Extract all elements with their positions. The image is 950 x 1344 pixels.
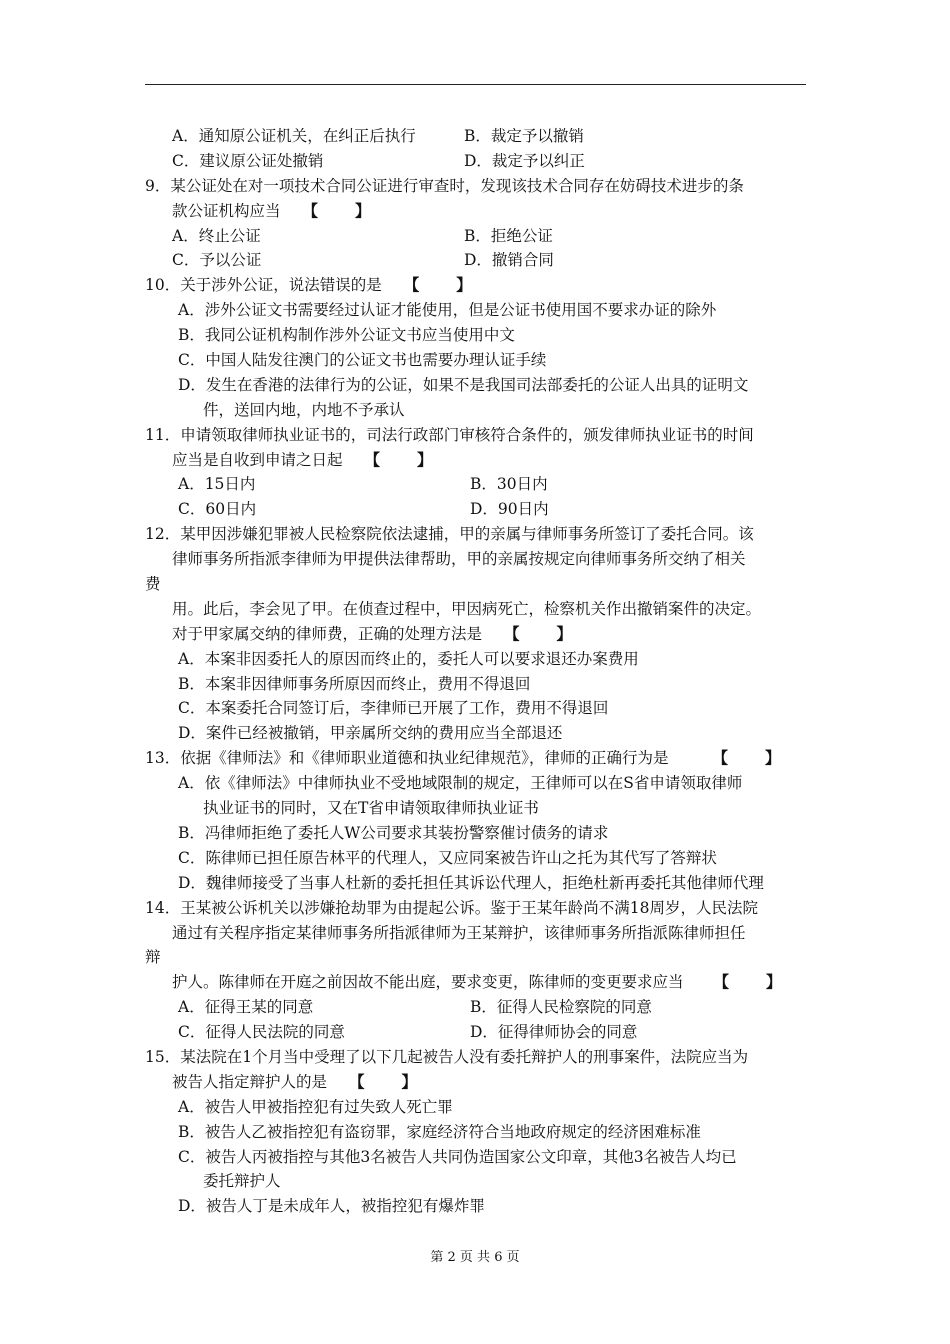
- q13-option-d: D．魏律师接受了当事人杜新的委托担任其诉讼代理人，拒绝杜新再委托其他律师代理: [178, 873, 764, 892]
- q14-option-d: D．征得律师协会的同意: [470, 1023, 638, 1042]
- q11-option-a: A．15日内: [178, 475, 256, 494]
- q9-option-d: D．撤销合同: [464, 251, 554, 270]
- q13-answer-bracket: 【 】: [712, 748, 783, 768]
- q14-stem-line2: 通过有关程序指定某律师事务所指派律师为王某辩护，该律师事务所指派陈律师担任: [172, 923, 746, 942]
- q14-stem-line4: [145, 970, 810, 995]
- q9-answer-bracket: 【 】: [302, 200, 373, 220]
- q10-answer-bracket: 【 】: [403, 275, 474, 295]
- q10-number: 10．: [145, 276, 181, 295]
- q13-option-b: B．冯律师拒绝了委托人W公司要求其装扮警察催讨债务的请求: [178, 823, 609, 842]
- q11-options-row1: [145, 472, 810, 497]
- q15-stem-text1: 某法院在1个月当中受理了以下几起被告人没有委托辩护人的刑事案件，法院应当为: [180, 1047, 749, 1066]
- q15-answer-bracket: 【 】: [349, 1071, 420, 1091]
- q9-stem-line2: [145, 199, 810, 224]
- q9-stem-text2: 款公证机构应当: [172, 201, 281, 220]
- q11-answer-bracket: 【 】: [364, 449, 435, 469]
- q9-options-row1: [145, 224, 810, 249]
- q8-option-a: A．通知原公证机关，在纠正后执行: [172, 127, 416, 145]
- q11-stem-line2: [145, 448, 810, 473]
- q10-option-a: A．涉外公证文书需要经过认证才能使用，但是公证书使用国不要求办证的除外: [178, 301, 717, 320]
- q10-option-c: C．中国人陆发往澳门的公证文书也需要办理认证手续: [178, 351, 547, 370]
- q8-option-c: C．建议原公证处撤销: [172, 151, 324, 170]
- q9-option-b: B．拒绝公证: [464, 226, 553, 245]
- q11-option-c: C．60日内: [178, 500, 257, 519]
- q15-option-a: A．被告人甲被指控犯有过失致人死亡罪: [178, 1097, 453, 1116]
- q12-stem-line5: [145, 622, 810, 647]
- q13-option-a-line2: 执业证书的同时，又在T省申请领取律师执业证书: [203, 799, 539, 818]
- q14-answer-bracket: 【 】: [713, 972, 784, 992]
- q8-option-b: B．裁定予以撤销: [464, 127, 584, 145]
- q10-option-b: B．我同公证机构制作涉外公证文书应当使用中文: [178, 326, 515, 345]
- q9-stem-line1: [145, 174, 810, 199]
- q12-stem-line1: [145, 522, 810, 547]
- q14-option-b: B．征得人民检察院的同意: [470, 998, 652, 1017]
- q15-option-c-line1: C．被告人丙被指控与其他3名被告人共同伪造国家公文印章，其他3名被告人均已: [178, 1147, 737, 1166]
- q15-option-b: B．被告人乙被指控犯有盗窃罪，家庭经济符合当地政府规定的经济困难标准: [178, 1122, 701, 1141]
- q14-options-row1: [145, 995, 810, 1020]
- q9-options-row2: [145, 248, 810, 273]
- q10-stem-line1: [145, 273, 810, 298]
- q14-stem-text4: 护人。陈律师在开庭之前因故不能出庭，要求变更，陈律师的变更要求应当: [172, 973, 684, 992]
- q12-stem-line2: 律师事务所指派李律师为甲提供法律帮助，甲的亲属按规定向律师事务所交纳了相关: [172, 550, 746, 569]
- q13-option-c: C．陈律师已担任原告林平的代理人，又应同案被告许山之托为其代写了答辩状: [178, 848, 717, 867]
- q13-stem-line1: [145, 746, 810, 771]
- q11-stem-text1: 申请领取律师执业证书的，司法行政部门审核符合条件的，颁发律师执业证书的时间: [180, 425, 754, 444]
- q14-option-c: C．征得人民法院的同意: [178, 1023, 345, 1042]
- q12-answer-bracket: 【 】: [504, 623, 575, 643]
- q8-option-d: D．裁定予以纠正: [464, 151, 585, 170]
- q11-stem-text2: 应当是自收到申请之日起: [172, 450, 343, 469]
- q9-option-a: A．终止公证: [172, 226, 261, 245]
- q11-option-b: B．30日内: [470, 475, 548, 494]
- q14-stem-line1: [145, 896, 810, 921]
- q15-option-c-line2: 委托辩护人: [203, 1172, 281, 1191]
- q11-stem-line1: [145, 423, 810, 448]
- q11-number: 11．: [145, 425, 181, 444]
- q12-stem-text5: 对于甲家属交纳的律师费，正确的处理方法是: [172, 624, 483, 643]
- q13-option-a-line1: A．依《律师法》中律师执业不受地域限制的规定，王律师可以在S省申请领取律师: [178, 774, 743, 793]
- q10-stem-text1: 关于涉外公证，说法错误的是: [180, 276, 382, 295]
- q15-stem-line2: [145, 1070, 810, 1095]
- q15-stem-line1: [145, 1045, 810, 1070]
- q14-stem-text1: 王某被公诉机关以涉嫌抢劫罪为由提起公诉。鉴于王某年龄尚不满18周岁，人民法院: [180, 898, 758, 917]
- q12-option-a: A．本案非因委托人的原因而终止的，委托人可以要求退还办案费用: [178, 649, 639, 668]
- page-footer: 第 2 页 共 6 页: [430, 1250, 520, 1265]
- q12-option-b: B．本案非因律师事务所原因而终止，费用不得退回: [178, 674, 531, 693]
- q10-option-d-line2: 件，送回内地，内地不予承认: [203, 400, 405, 419]
- q15-number: 15．: [145, 1047, 181, 1066]
- q15-option-d: D．被告人丁是未成年人，被指控犯有爆炸罪: [178, 1197, 485, 1216]
- q12-option-d: D．案件已经被撤销，甲亲属所交纳的费用应当全部退还: [178, 724, 563, 743]
- q13-number: 13．: [145, 749, 181, 768]
- q14-option-a: A．征得王某的同意: [178, 998, 314, 1017]
- q12-stem-line4: 用。此后，李会见了甲。在侦查过程中，甲因病死亡，检察机关作出撤销案件的决定。: [172, 599, 762, 618]
- q9-option-c: C．予以公证: [172, 251, 262, 270]
- page-content: [145, 124, 810, 1219]
- q8-options-row2: [145, 149, 810, 174]
- q8-options-row1: [145, 124, 810, 149]
- q13-stem-text1: 依据《律师法》和《律师职业道德和执业纪律规范》，律师的正确行为是: [180, 749, 669, 768]
- q14-options-row2: [145, 1020, 810, 1045]
- q12-option-c: C．本案委托合同签订后，李律师已开展了工作，费用不得退回: [178, 699, 609, 718]
- q12-stem-text1: 某甲因涉嫌犯罪被人民检察院依法逮捕，甲的亲属与律师事务所签订了委托合同。该: [180, 525, 754, 544]
- q14-stem-line3: 辩: [145, 948, 161, 967]
- q9-number: 9．: [145, 176, 171, 195]
- q12-number: 12．: [145, 525, 181, 544]
- q9-stem-text1: 某公证处在对一项技术合同公证进行审查时，发现该技术合同存在妨碍技术进步的条: [170, 176, 744, 195]
- q15-stem-text2: 被告人指定辩护人的是: [172, 1072, 328, 1091]
- header-rule: [145, 84, 806, 85]
- q11-options-row2: [145, 497, 810, 522]
- q10-option-d-line1: D．发生在香港的法律行为的公证，如果不是我国司法部委托的公证人出具的证明文: [178, 375, 749, 394]
- q11-option-d: D．90日内: [470, 500, 549, 519]
- q14-number: 14．: [145, 898, 181, 917]
- q12-stem-line3: 费: [145, 575, 161, 594]
